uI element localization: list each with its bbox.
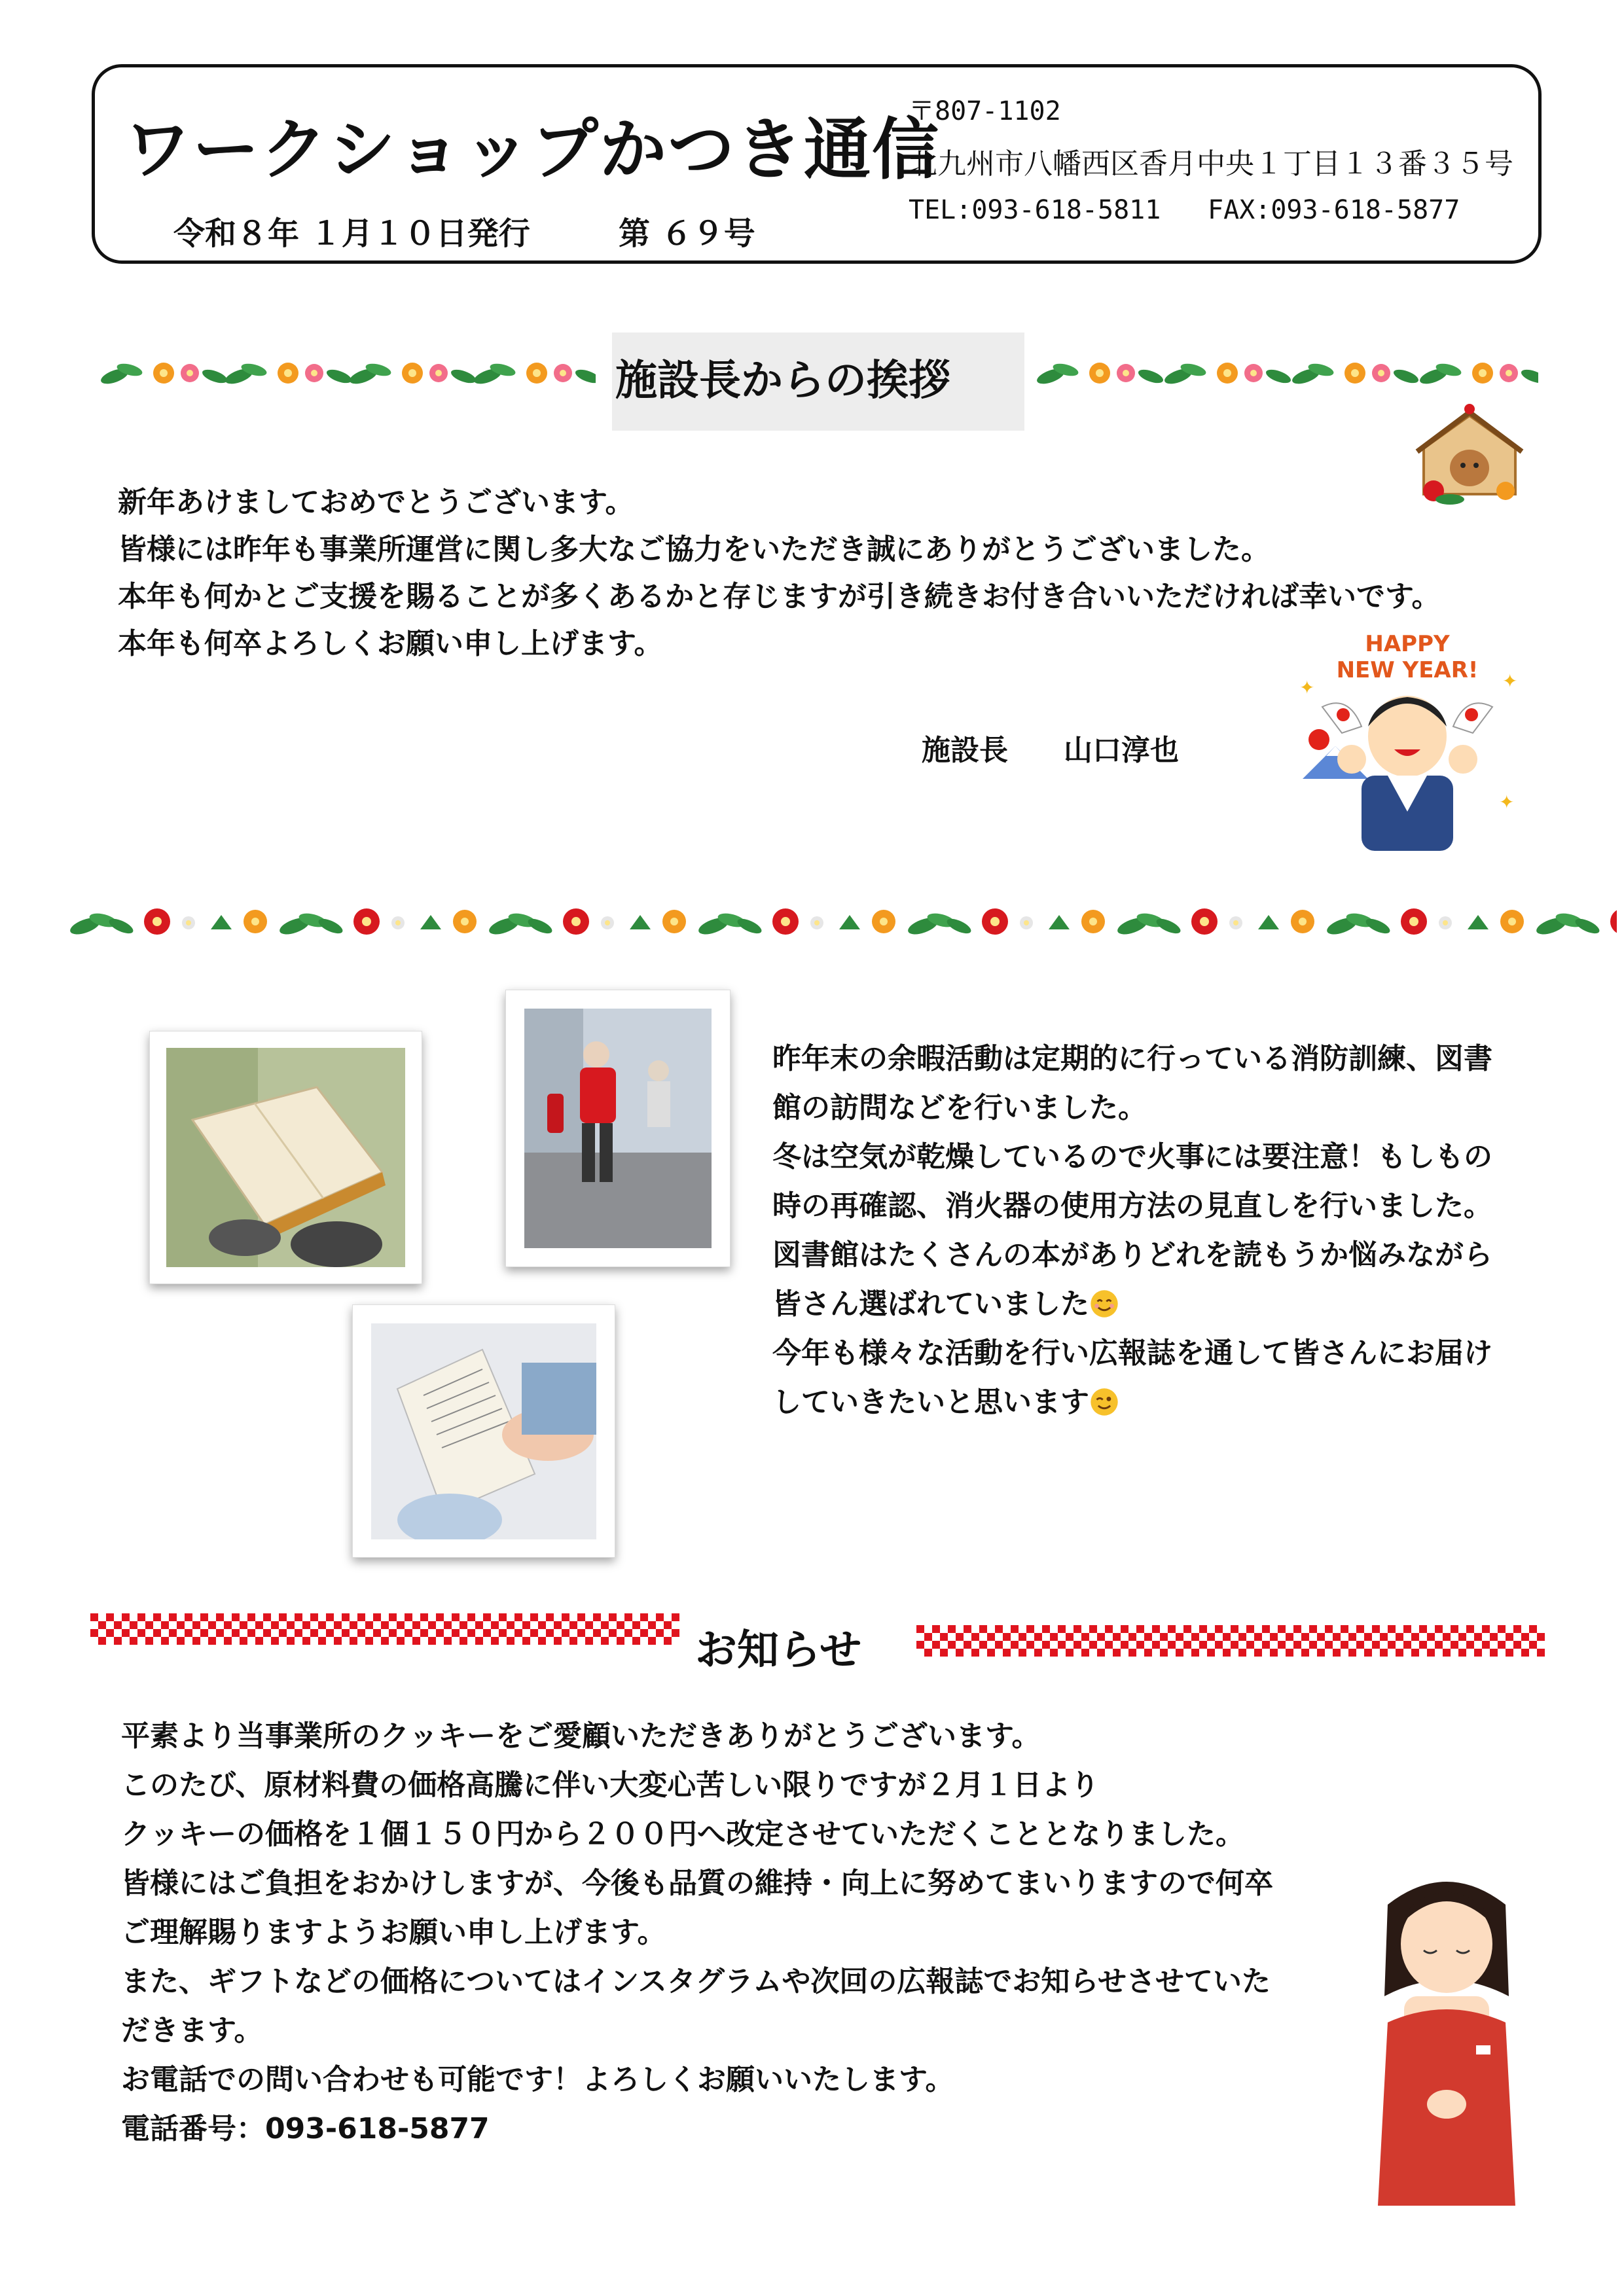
address: 北九州市八幡西区香月中央１丁目１３番３５号: [909, 147, 1513, 181]
greeting-line: 新年あけましておめでとうございます。: [118, 486, 634, 519]
notice-line: また、ギフトなどの価格についてはインスタグラムや次回の広報誌でお知らせさせていた: [121, 1965, 1271, 1998]
activity-line: していきたいと思います: [772, 1386, 1089, 1419]
pine-plum-garland-left: [98, 350, 596, 396]
photo-library-book: [352, 1304, 615, 1558]
notice-line: 皆様にはご負担をおかけしますが、今後も品質の維持・向上に努めてまいりますので何卒: [121, 1867, 1273, 1900]
svg-text:✦: ✦: [1502, 670, 1518, 692]
section-heading-greeting: 施設長からの挨拶: [615, 357, 950, 405]
notice-line: だきます。: [121, 2014, 263, 2047]
issue-number: 第 ６９号: [619, 215, 755, 252]
smiling-face-icon: [1089, 1289, 1119, 1319]
activity-line: 昨年末の余暇活動は定期的に行っている消防訓練、図書: [772, 1042, 1492, 1075]
activity-line: 冬は空気が乾燥しているので火事には要注意！もしもの: [772, 1140, 1492, 1174]
notice-line: このたび、原材料費の価格高騰に伴い大変心苦しい限りですが２月１日より: [121, 1768, 1100, 1802]
greeting-line: 本年も何卒よろしくお願い申し上げます。: [118, 627, 663, 660]
happy-new-year-illustration: [1283, 622, 1532, 864]
greeting-line: 皆様には昨年も事業所運営に関し多大なご協力をいただき誠にありがとうございました。: [118, 533, 1270, 566]
pine-plum-garland-right: [1034, 350, 1538, 396]
checker-banner-left: [90, 1613, 679, 1647]
svg-text:NEW YEAR!: NEW YEAR!: [1336, 657, 1479, 683]
notice-text: [121, 1712, 1417, 2153]
activity-line: 館の訪問などを行いました。: [772, 1091, 1147, 1124]
happy-new-year-text: HAPPY: [1365, 631, 1450, 657]
fax: FAX:093-618-5877: [1208, 195, 1460, 225]
svg-text:✦: ✦: [1499, 791, 1515, 813]
bowing-staff-illustration: [1362, 1865, 1532, 2206]
activity-line: 図書館はたくさんの本がありどれを読もうか悩みながら: [772, 1238, 1492, 1272]
greeting-line: 本年も何かとご支援を賜ることが多くあるかと存じますが引き続きお付き合いいただければ幸いです。: [118, 580, 1441, 613]
issue-date: 令和８年 １月１０日発行: [173, 215, 530, 252]
photo-reading-book: [149, 1031, 422, 1284]
winking-face-icon: [1089, 1387, 1119, 1417]
notice-line: クッキーの価格を１個１５０円から２００円へ改定させていただくこととなりました。: [121, 1818, 1244, 1851]
phone-number-line: 電話番号：093-618-5877: [121, 2112, 490, 2145]
notice-line: 平素より当事業所のクッキーをご愛顧いただきありがとうございます。: [121, 1719, 1041, 1753]
notice-line: ご理解賜りますようお願い申し上げます。: [121, 1916, 666, 1949]
section-heading-notice: お知らせ: [695, 1626, 862, 1675]
signature-name: 山口淳也: [1064, 734, 1179, 767]
activity-line: 時の再確認、消火器の使用方法の見直しを行いました。: [772, 1189, 1492, 1223]
svg-text:✦: ✦: [1299, 677, 1315, 698]
activity-line: 皆さん選ばれていました: [772, 1287, 1089, 1321]
postal-code: 〒807-1102: [909, 96, 1061, 126]
pine-camellia-divider: [65, 897, 1617, 949]
notice-line: お電話での問い合わせも可能です！よろしくお願いいたします。: [121, 2063, 954, 2096]
telephone: TEL:093-618-5811: [909, 195, 1161, 225]
checker-banner-right: [916, 1625, 1545, 1659]
signature-title: 施設長: [922, 734, 1008, 767]
activity-line: 今年も様々な活動を行い広報誌を通して皆さんにお届け: [772, 1336, 1492, 1370]
photo-fire-drill: [505, 990, 731, 1267]
newsletter-title: ワークショップかつき通信: [124, 111, 940, 189]
activity-report-text: [772, 1034, 1571, 1427]
